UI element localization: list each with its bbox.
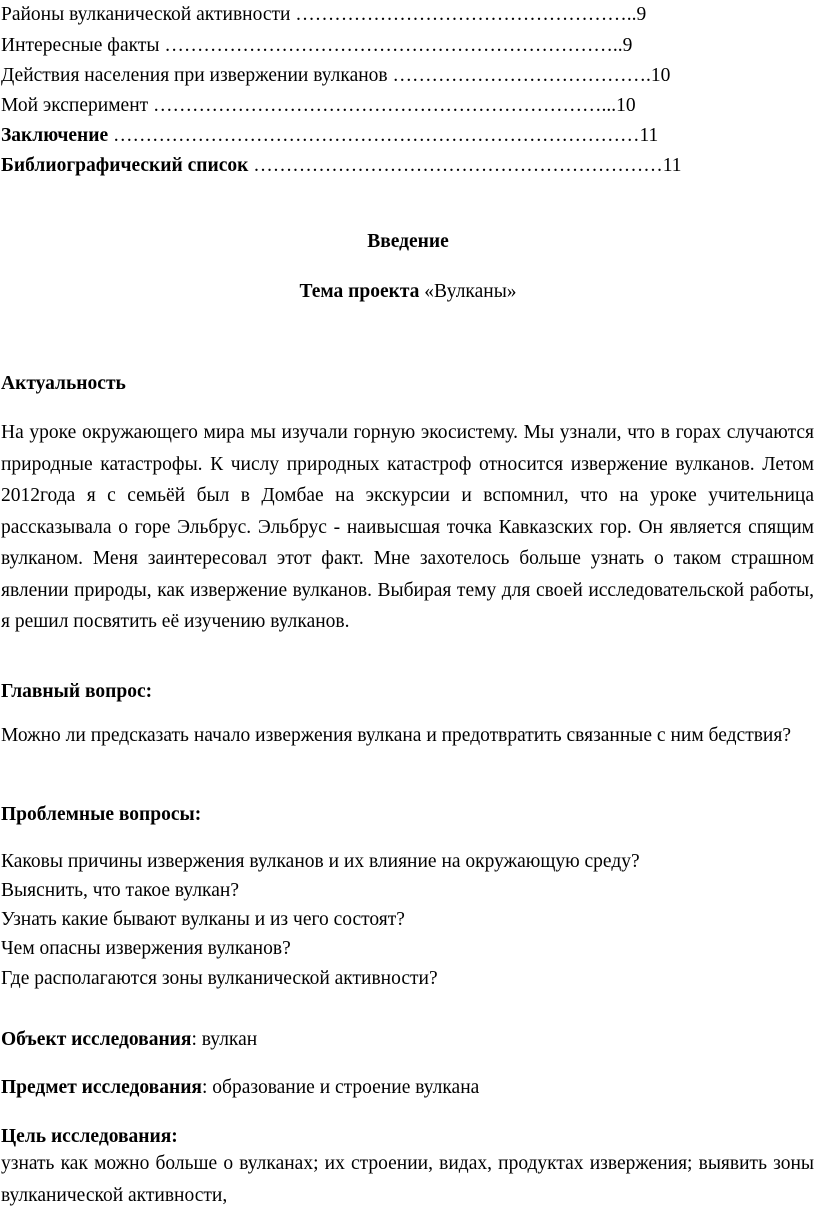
toc-entry-dots: ………………………………………………………………………11 [108,125,659,146]
research-object [1,1028,257,1052]
toc-entry-text: Районы вулканической активности ……………………………………………..9 [1,4,647,25]
project-topic-value: «Вулканы» [419,281,517,302]
research-object-label: Объект исследования [1,1029,192,1050]
toc-entry [1,34,632,58]
toc-entry [1,154,682,178]
toc-entry-dots: ………………………………………………………11 [248,155,682,176]
main-question-heading: Главный вопрос: [1,681,153,702]
toc-entry-label: Заключение [1,125,109,146]
toc-entry-text: Интересные факты ……………………………………………………………..9 [1,35,633,56]
research-subject [1,1076,479,1100]
problem-question-item: Каковы причины извержения вулканов и их влияние на окружающую среду? [1,851,640,872]
project-topic [0,280,816,304]
problem-question-item: Выяснить, что такое вулкан? [1,880,239,901]
toc-entry [1,94,636,118]
research-subject-value: : образование и строение вулкана [201,1077,480,1098]
problem-questions-heading: Проблемные вопросы: [1,804,202,825]
main-question-text: Можно ли предсказать начало извержения вулкана и предотвратить связанные с ним бедствия? [1,725,791,746]
relevance-text: На уроке окружающего мира мы изучали горную экосистему. Мы узнали, что в горах случаются природные катастрофы. К числу природных катастроф относится извержение вулканов. Летом 2012года я с семьёй был в Домбае на экскурсии и вспомнил, что на уроке учительница рассказывала о горе Эльбрус. Эльбрус - наивысшая точка Кавказских гор. Он является спящим вулканом. Меня заинтересовал этот факт. Мне захотелось больше узнать о таком страшном явлении природы, как извержение вулканов. Выбирая тему для своей исследовательской работы, я решил посвятить её изучению вулканов. [1,422,814,632]
goal-text: узнать как можно больше о вулканах; их строении, видах, продуктах извержения; выявить зоны вулканической активности, [1,1153,814,1206]
toc-entry-label: Библиографический список [1,155,249,176]
problem-question-item: Узнать какие бывают вулканы и из чего состоят? [1,909,405,930]
toc-entry [1,124,658,148]
problem-question-item: Где располагаются зоны вулканической активности? [1,968,438,989]
problem-question-item: Чем опасны извержения вулканов? [1,938,291,959]
toc-entry-text: Мой эксперимент ……………………………………………………………...10 [1,95,636,116]
intro-title: Введение [367,231,449,252]
goal-heading: Цель исследования: [1,1126,178,1147]
toc-entry-text: Действия населения при извержении вулканов ………………………………….10 [1,65,671,86]
relevance-heading: Актуальность [1,373,126,394]
research-object-value: : вулкан [191,1029,258,1050]
research-subject-label: Предмет исследования [1,1077,202,1098]
toc-entry [1,64,670,88]
project-topic-label: Тема проекта [299,281,420,302]
toc-entry [1,3,646,27]
